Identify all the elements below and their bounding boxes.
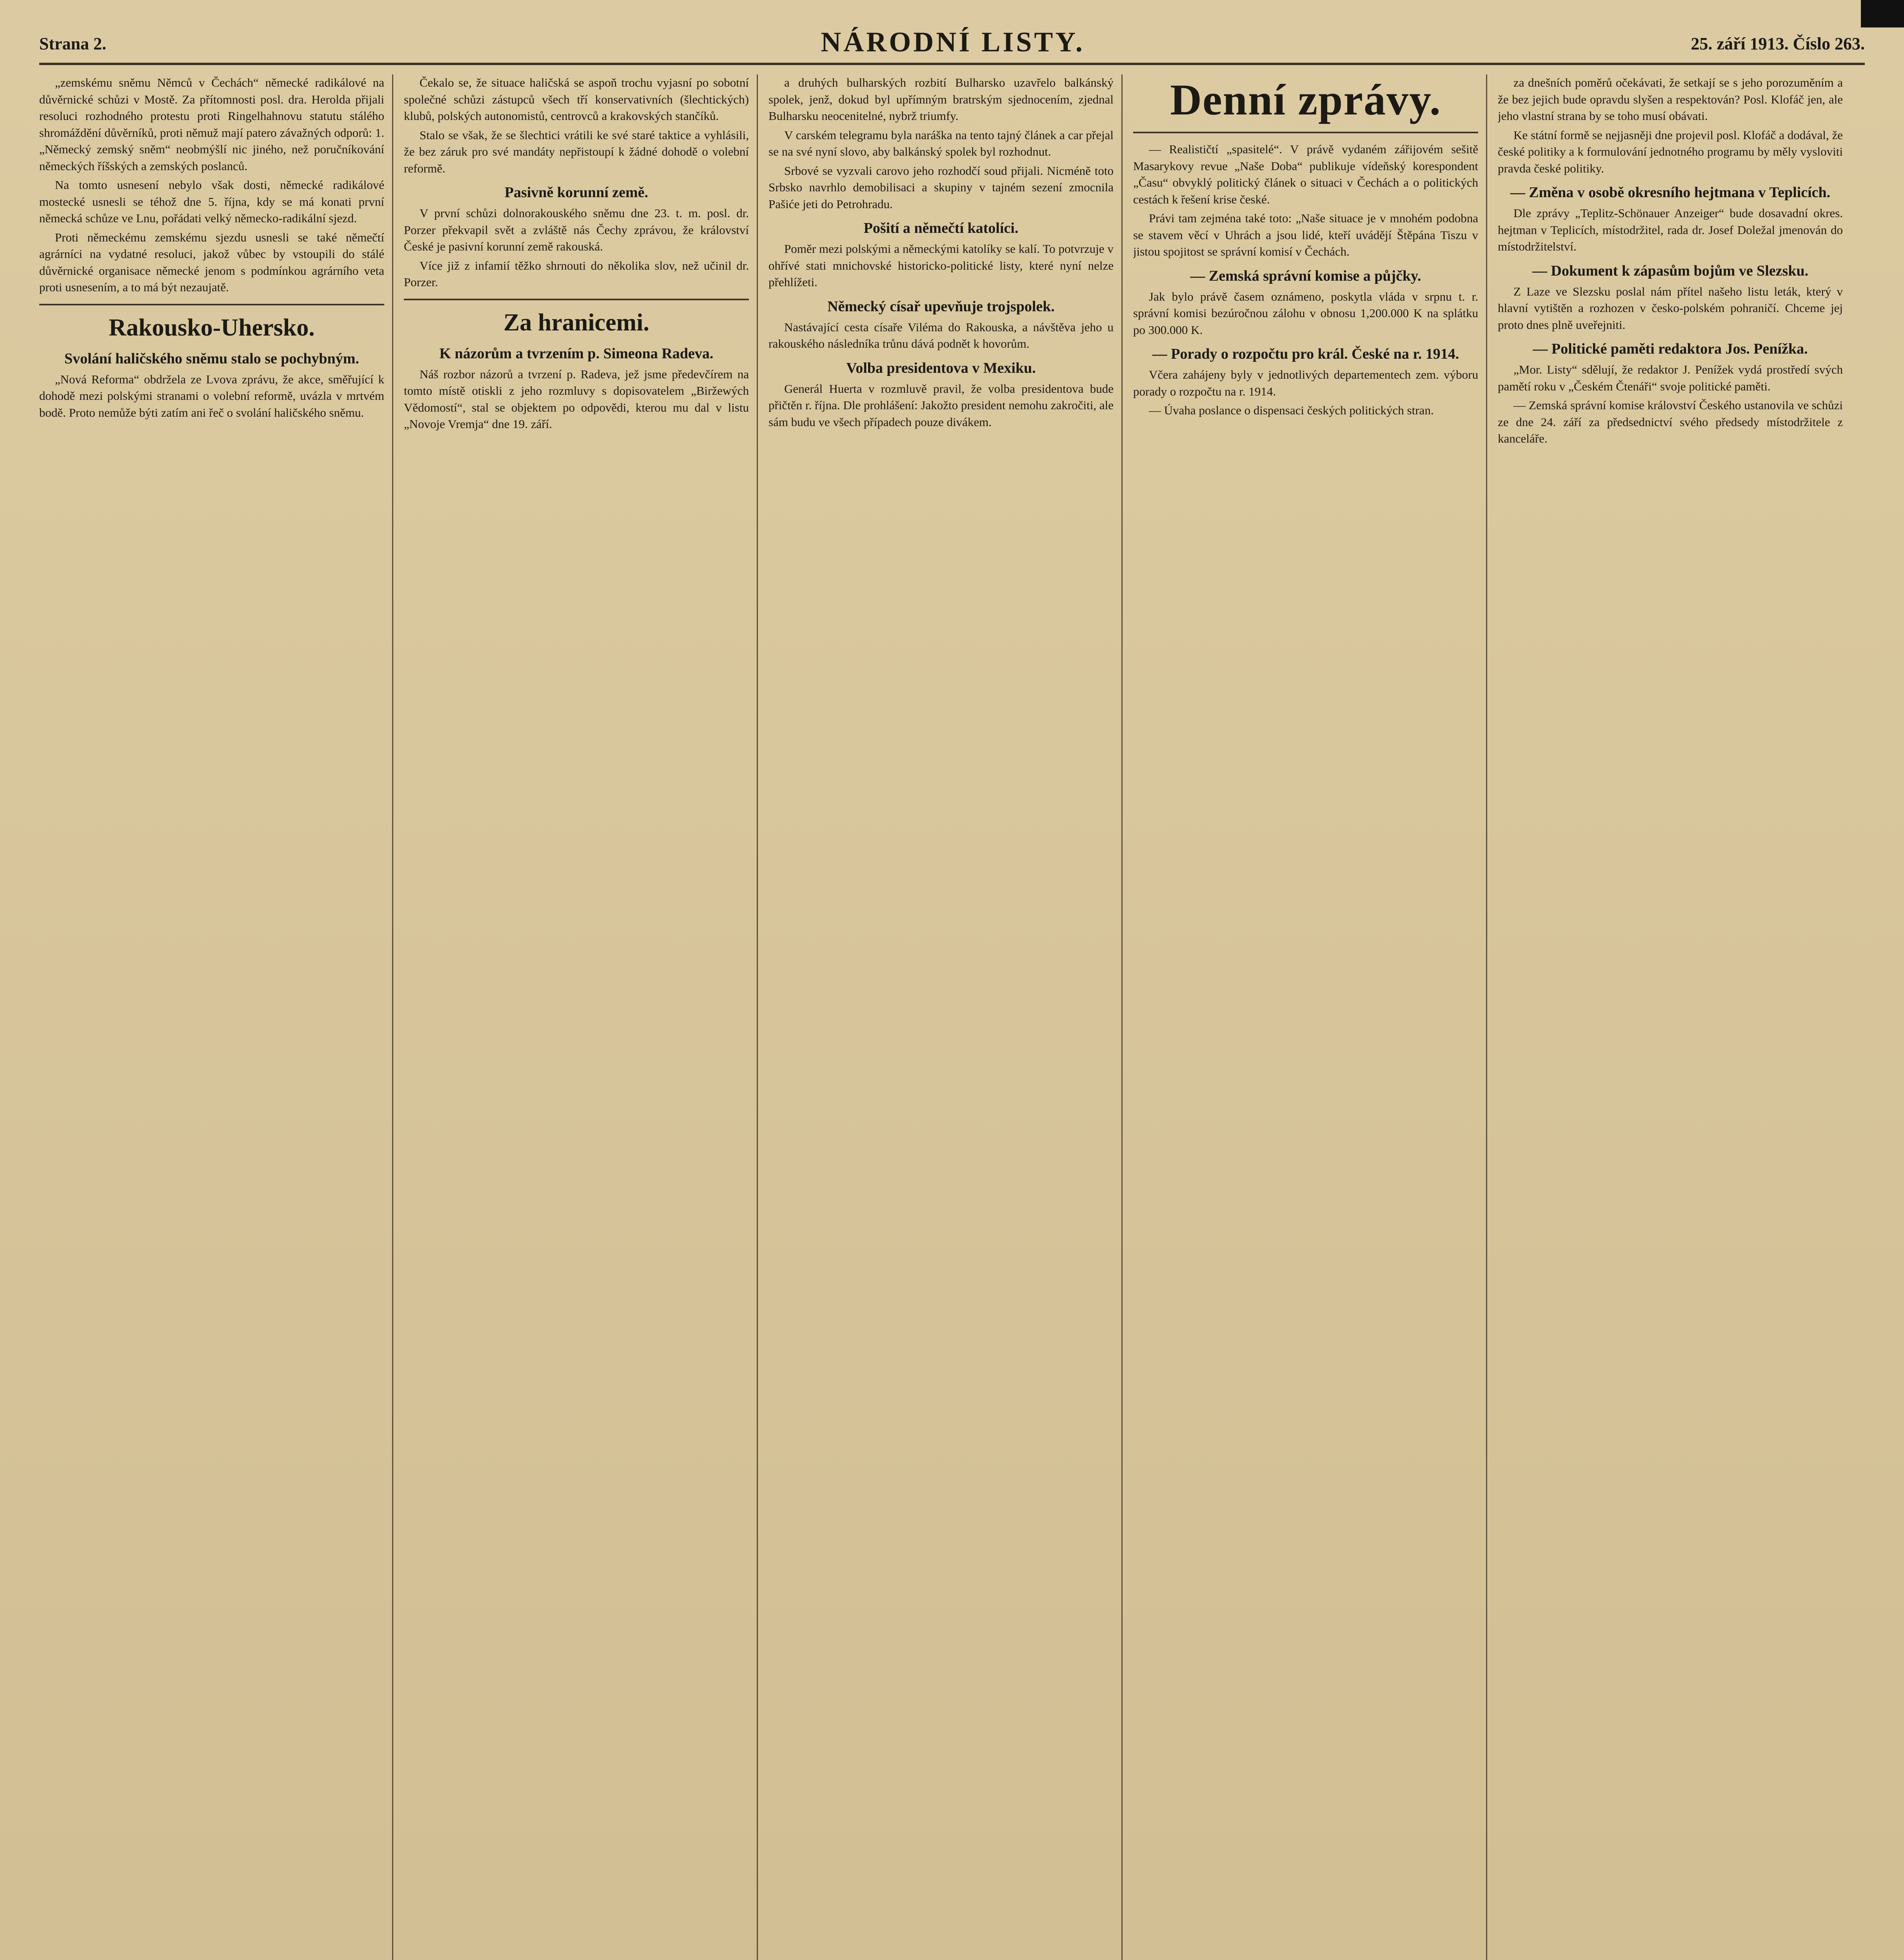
article-paragraph: „Nová Reforma“ obdržela ze Lvova zprávu, že akce, směřující k dohodě mezi polskými stranami o volební reformě, uvázla v mrtvém bodě. Proto nemůže býti zatím ani řeč o svolání haličského sněmu.	[39, 372, 384, 419]
article-paragraph: „Mor. Listy“ sdělují, že redaktor J. Penížek vydá prostředí svých pamětí roku v „Českém Čtenáři“ svoje politické paměti.	[1498, 363, 1843, 393]
page-header	[39, 16, 1865, 65]
column-divider	[392, 74, 393, 1960]
article-paragraph: Z Laze ve Slezsku poslal nám přítel našeho listu leták, který v hlavní vytištěn a rozhozen v česko-polském pohraničí. Chceme jej proto dnes plně uveřejniti.	[1498, 284, 1843, 332]
section-heading: Rakousko-Uhersko.	[39, 304, 384, 343]
article-paragraph: za dnešních poměrů očekávati, že setkají se s jeho porozuměním a že bez jejich bude opravdu slyšen a respektován? Posl. Klofáč jen, ale jeho vlastní strana by se toho musí obávati.	[1498, 76, 1843, 123]
article-paragraph: Dle zprávy „Teplitz-Schönauer Anzeiger“ bude dosavadní okres. hejtman v Teplicích, místodržitel, rada dr. Josef Doležal jmenován do místodržitelství.	[1498, 206, 1843, 253]
page-number: Strana 2.	[39, 34, 107, 53]
article-subheading: Volba presidentova v Mexiku.	[846, 359, 1036, 376]
article-paragraph: — Zemská správní komise království Českého ustanovila ve schůzi ze dne 24. září za předsednictví svého předsedy místodržitele z kanceláře.	[1498, 398, 1843, 445]
article-subheading: — Politické paměti redaktora Jos. Penížka.	[1533, 341, 1808, 357]
article-subheading: — Zemská správní komise a půjčky.	[1190, 267, 1421, 284]
article-paragraph: Ke státní formě se nejjasněji dne projevil posl. Klofáč a dodával, že české politiky a k formulování jednotného programu by měly vysloviti pravda české politiky.	[1498, 128, 1843, 175]
article-paragraph: Nastávající cesta císaře Viléma do Rakouska, a návštěva jeho u rakouského následníka trůnu dává podnět k hovorům.	[769, 320, 1114, 350]
column-divider	[1486, 74, 1487, 1960]
article-subheading: Pasivně korunní země.	[504, 184, 649, 201]
article-paragraph: Více již z infamií těžko shrnouti do několika slov, než učinil dr. Porzer.	[404, 258, 749, 289]
column-1	[39, 74, 384, 1960]
article-subheading: — Dokument k zápasům bojům ve Slezsku.	[1532, 262, 1809, 279]
article-paragraph: Včera zahájeny byly v jednotlivých departementech zem. výboru porady o rozpočtu na r. 1914.	[1133, 368, 1478, 398]
article-paragraph: — Realističtí „spasitelé“. V právě vydaném zářijovém sešitě Masarykovy revue „Naše Doba“ publikuje vídeňský korespondent „Času“ obvyklý politický článek o situaci v Čechách a o politických cestách k řešení krise české.	[1133, 142, 1478, 206]
article-subheading: Německý císař upevňuje trojspolek.	[827, 298, 1055, 315]
article-paragraph: Náš rozbor názorů a tvrzení p. Radeva, jež jsme předevčírem na tomto místě otiskli z jeho rozmluvy s dopisovatelem „Biržewých Vědomostí“, stal se objektem po odpovědi, kterou mu dal v listu „Novoje Vremja“ dne 19. září.	[404, 367, 749, 431]
column-3	[769, 74, 1114, 1960]
article-subheading: — Změna v osobě okresního hejtmana v Teplicích.	[1510, 184, 1831, 201]
article-subheading: Pošití a němečtí katolíci.	[863, 220, 1019, 236]
article-paragraph: V carském telegramu byla naráška na tento tajný článek a car přejal se na své nyní slovo, aby balkánský spolek byl rozhodnut.	[769, 128, 1114, 158]
article-paragraph: Čekalo se, že situace haličská se aspoň trochu vyjasní po sobotní společné schůzi zástupců všech tří konservativních (šlechtických) klubů, polských autonomistů, centrovců a krakovských stančíků.	[404, 76, 749, 123]
article-subheading: Svolání haličského sněmu stalo se pochybným.	[64, 350, 359, 367]
article-paragraph: Proti německému zemskému sjezdu usnesli se také němečtí agrárníci na vydatné resoluci, jakož vůbec by vstoupili do stálé důvěrnické organisace německé jenom s podmínkou agrárního veta proti usnesením, a to má být nezaujatě.	[39, 230, 384, 294]
issue-date: 25. září 1913. Číslo 263.	[1691, 34, 1865, 53]
section-title-denni-zpravy: Denní zprávy.	[1133, 74, 1478, 133]
article-paragraph: a druhých bulharských rozbití Bulharsko uzavřelo balkánský spolek, jenž, dokud byl upřímným bratrským sjednocením, zjednal Bulharsku neocenitelné, nybrž triumfy.	[769, 76, 1114, 123]
article-paragraph: Jak bylo právě časem oznámeno, poskytla vláda v srpnu t. r. správní komisi bezúročnou zálohu v obnosu 1,200.000 K na splátku po 300.000 K.	[1133, 289, 1478, 337]
article-paragraph: Právi tam zejména také toto: „Naše situace je v mnohém podobna se stavem věcí v Uhrách a jsou lidé, kteří uvádějí Štěpána Tiszu v jistou spojitost se správní komisí v Čechách.	[1133, 211, 1478, 258]
article-paragraph: Srbové se vyzvali carovo jeho rozhodčí soud přijali. Nicméně toto Srbsko navrhlo demobilisaci a skupiny v tajném sezení zmocnila Pašiće jeti do Petrohradu.	[769, 163, 1114, 211]
corner-tab	[1861, 0, 1904, 27]
article-subheading: — Porady o rozpočtu pro král. České na r. 1914.	[1152, 346, 1459, 362]
column-divider	[1121, 74, 1123, 1960]
section-heading: Za hranicemi.	[404, 299, 749, 338]
column-2	[404, 74, 749, 1960]
masthead-title: NÁRODNÍ LISTY.	[821, 26, 1085, 58]
column-divider	[757, 74, 758, 1960]
article-paragraph: Poměr mezi polskými a německými katolíky se kalí. To potvrzuje v ohřívé stati mnichovské historicko-politické listy, které nyní nelze přehlížeti.	[769, 242, 1114, 289]
article-paragraph: Stalo se však, že se šlechtici vrátili ke své staré taktice a vyhlásili, že bez záruk pro své mandáty nepřistoupí k žádné dohodě o volební reformě.	[404, 128, 749, 175]
article-paragraph: „zemskému sněmu Němců v Čechách“ německé radikálové na důvěrnické schůzi v Mostě. Za přítomnosti posl. dra. Herolda přijali resoluci rozhodného protestu proti Ringelhahnovu statutu stálého shromáždění důvěrníků, proti němuž mají patero závažných odporů: 1. „Německý zemský sněm“ neobmýšlí nic jiného, než poručníkování německých říšských a zemských poslanců.	[39, 76, 384, 173]
article-subheading: K názorům a tvrzením p. Simeona Radeva.	[439, 345, 714, 362]
article-paragraph: Generál Huerta v rozmluvě pravil, že volba presidentova bude přičtěn r. října. Dle prohlášení: Jakožto president nemohu zakročiti, ale sám budu ve všech případech pouze divákem.	[769, 381, 1114, 429]
article-paragraph: — Úvaha poslance o dispensaci českých politických stran.	[1149, 403, 1434, 417]
article-paragraph: Na tomto usnesení nebylo však dosti, německé radikálové mostecké usnesli se téhož dne 5. října, kdy se má konati první německá schůze ve Lnu, pořádati velký německo-radikální sjezd.	[39, 178, 384, 225]
column-5	[1498, 74, 1843, 1960]
column-4	[1133, 74, 1478, 1960]
article-paragraph: V první schůzi dolnorakouského sněmu dne 23. t. m. posl. dr. Porzer překvapil svět a zvláště nás Čechy zprávou, že království České je pasivní korunní země rakouská.	[404, 206, 749, 253]
